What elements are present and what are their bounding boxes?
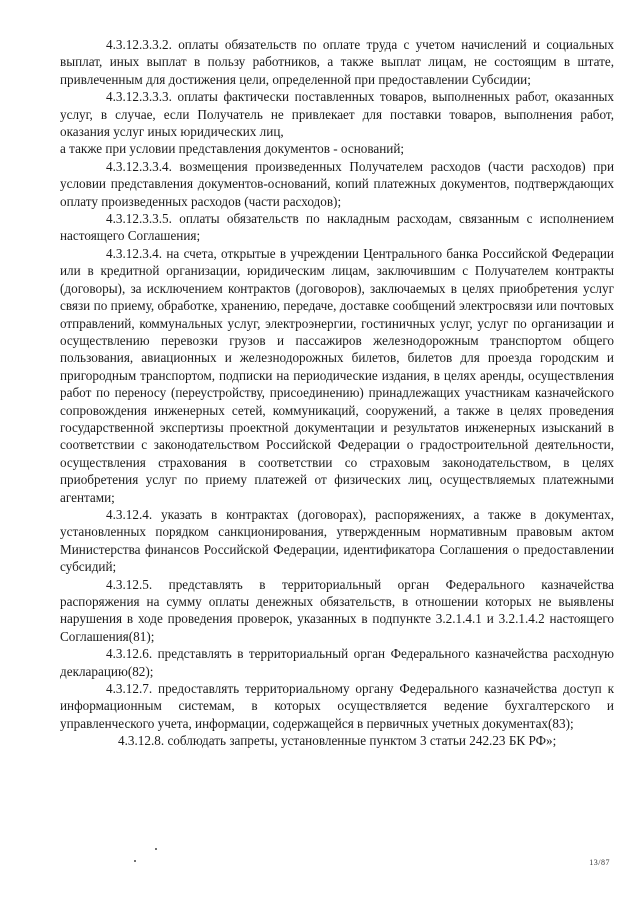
scan-speck (155, 848, 157, 850)
paragraph-continuation: а также при условии представления документов - оснований; (60, 141, 405, 157)
paragraph-4-3-12-3-3-5: 4.3.12.3.3.5. оплаты обязательств по накладным расходам, связанным с исполнением настоящего Соглашения; (60, 211, 614, 244)
paragraph-4-3-12-8: 4.3.12.8. соблюдать запреты, установленные пунктом 3 статьи 242.23 БК РФ»; (118, 733, 557, 749)
paragraph-4-3-12-3-4: 4.3.12.3.4. на счета, открытые в учреждении Центрального банка Российской Федерации или в кредитной организации, юридическим лицам, заключившим с Получателем контракты (договоры), за исключением контрактов (договоров), заключаемых в целях приобретения услуг связи по приему, обработке, хранению, передаче, доставке сообщений электросвязи или почтовых отправлений, коммунальных услуг, электроэнергии, гостиничных услуг, услуг по организации и осуществлению перевозки грузов и пассажиров железнодорожным транспортом общего пользования, авиационных и железнодорожных билетов, билетов для проезда городским и пригородным транспортом, подписки на периодические издания, в целях аренды, осуществления работ по переносу (переустройству, присоединению) принадлежащих участникам казначейского сопровождения инженерных сетей, коммуникаций, сооружений, а также в целях проведения государственной экспертизы проектной документации и результатов инженерных изысканий в соответствии с законодательством Российской Федерации о градостроительной деятельности, осуществления страхования в соответствии со страховым законодательством, в целях приобретения услуг по приему платежей от физических лиц, осуществляемых платежными агентами; (60, 245, 614, 505)
page-number: 13/87 (589, 858, 610, 867)
paragraph-4-3-12-3-3-2: 4.3.12.3.3.2. оплаты обязательств по оплате труда с учетом начислений и социальных выплат, иных выплат в пользу работников, а также выплат лицам, не состоящим в штате, привлеченным для достижения цели, определенной при предоставлении Субсидии; (60, 37, 614, 87)
paragraph-4-3-12-4: 4.3.12.4. указать в контрактах (договорах), распоряжениях, а также в документах, установленных порядком санкционирования, утвержденным нормативным правовым актом Министерства финансов Российской Федерации, идентификатора Соглашения о предоставлении субсидий; (60, 506, 614, 575)
paragraph-4-3-12-7: 4.3.12.7. предоставлять территориальному органу Федерального казначейства доступ к информационным системам, в которых осуществляется ведение бухгалтерского и управленческого учета, информации, содержащейся в первичных учетных документах(83); (60, 681, 614, 731)
paragraph-4-3-12-5: 4.3.12.5. представлять в территориальный орган Федерального казначейства распоряжения на сумму оплаты денежных обязательств, в отношении которых не выявлены нарушения в ходе проведения проверок, указанных в подпункте 3.2.1.4.1 и 3.2.1.4.2 настоящего Соглашения(81); (60, 576, 614, 644)
document-page (60, 36, 614, 750)
scan-speck (134, 860, 136, 862)
paragraph-4-3-12-3-3-4: 4.3.12.3.3.4. возмещения произведенных Получателем расходов (части расходов) при условии представления документов-оснований, копий платежных документов, подтверждающих оплату произведенных расходов (части расходов); (60, 158, 614, 209)
paragraph-4-3-12-6: 4.3.12.6. представлять в территориальный орган Федерального казначейства расходную декларацию(82); (60, 646, 614, 679)
paragraph-4-3-12-3-3-3: 4.3.12.3.3.3. оплаты фактически поставленных товаров, выполненных работ, оказанных услуг, в случае, если Получатель не привлекает для поставки товаров, выполнения работ, оказания услуг иных юридических лиц, (60, 89, 614, 140)
